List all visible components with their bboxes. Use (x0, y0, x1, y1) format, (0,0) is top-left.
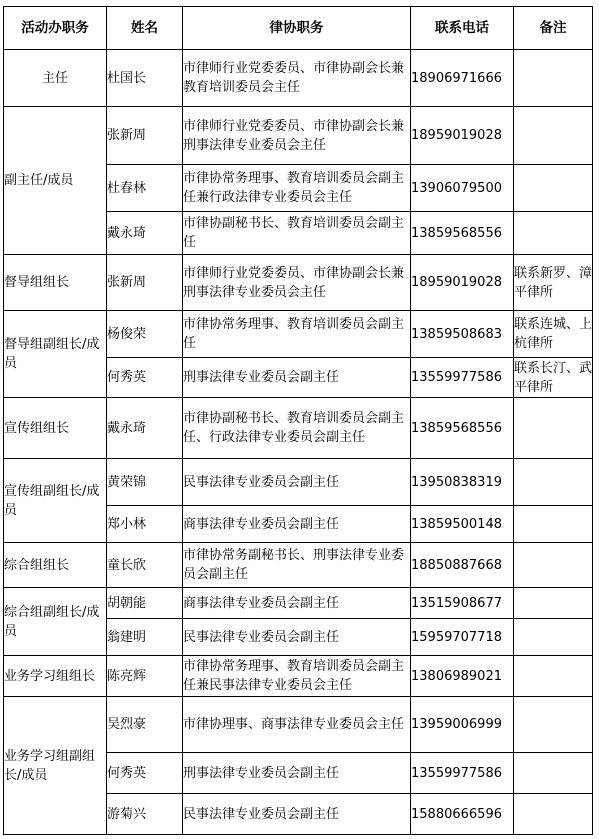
note-cell (514, 588, 593, 619)
phone-cell: 18850887668 (411, 543, 514, 588)
note-cell: 联系连城、上杭律所 (514, 311, 593, 358)
note-cell (514, 619, 593, 656)
table-row (4, 588, 593, 619)
table-row (4, 543, 593, 588)
note-cell (514, 50, 593, 107)
duty-cell: 市律协常务理事、教育培训委员会副主任兼民事法律专业委员会主任 (183, 656, 411, 697)
header-duty: 律协职务 (183, 7, 411, 50)
phone-cell: 18906971666 (411, 50, 514, 107)
table-row (4, 656, 593, 697)
note-cell (514, 543, 593, 588)
name-cell: 张新周 (107, 107, 183, 165)
roster-table (3, 6, 593, 835)
duty-cell: 刑事法律专业委员会副主任 (183, 358, 411, 398)
name-cell: 戴永琦 (107, 398, 183, 459)
note-cell (514, 506, 593, 543)
phone-cell: 18959019028 (411, 107, 514, 165)
note-cell (514, 794, 593, 835)
role-cell: 综合组组长 (4, 543, 107, 588)
name-cell: 杜国长 (107, 50, 183, 107)
duty-cell: 市律协常务理事、教育培训委员会副主任兼行政法律专业委员会主任 (183, 165, 411, 212)
role-cell: 督导组组长 (4, 255, 107, 311)
table-row (4, 255, 593, 311)
note-cell (514, 459, 593, 506)
duty-cell: 市律协常务理事、教育培训委员会副主任 (183, 311, 411, 358)
phone-cell: 15959707718 (411, 619, 514, 656)
duty-cell: 市律协副秘书长、教育培训委员会副主任、行政法律专业委员会副主任 (183, 398, 411, 459)
name-cell: 童长欣 (107, 543, 183, 588)
duty-cell: 市律协常务副秘书长、刑事法律专业委员会副主任 (183, 543, 411, 588)
note-cell (514, 165, 593, 212)
table-row (4, 697, 593, 753)
note-cell: 联系长汀、武平律所 (514, 358, 593, 398)
name-cell: 张新周 (107, 255, 183, 311)
phone-cell: 13559977586 (411, 753, 514, 794)
name-cell: 翁建明 (107, 619, 183, 656)
note-cell: 联系新罗、漳平律所 (514, 255, 593, 311)
note-cell (514, 398, 593, 459)
phone-cell: 13859500148 (411, 506, 514, 543)
duty-cell: 商事法律专业委员会副主任 (183, 588, 411, 619)
phone-cell: 13906079500 (411, 165, 514, 212)
note-cell (514, 107, 593, 165)
name-cell: 胡朝能 (107, 588, 183, 619)
phone-cell: 15880666596 (411, 794, 514, 835)
name-cell: 戴永琦 (107, 212, 183, 255)
table-row (4, 50, 593, 107)
table-row (4, 459, 593, 506)
duty-cell: 市律师行业党委委员、市律协副会长兼教育培训委员会主任 (183, 50, 411, 107)
duty-cell: 刑事法律专业委员会副主任 (183, 753, 411, 794)
header-row (4, 7, 593, 50)
header-note: 备注 (514, 7, 593, 50)
phone-cell: 13515908677 (411, 588, 514, 619)
role-cell: 宣传组副组长/成员 (4, 459, 107, 543)
note-cell (514, 753, 593, 794)
name-cell: 游菊兴 (107, 794, 183, 835)
phone-cell: 18959019028 (411, 255, 514, 311)
duty-cell: 市律师行业党委委员、市律协副会长兼刑事法律专业委员会主任 (183, 107, 411, 165)
phone-cell: 13859568556 (411, 212, 514, 255)
duty-cell: 市律协副秘书长、教育培训委员会副主任 (183, 212, 411, 255)
name-cell: 郑小林 (107, 506, 183, 543)
phone-cell: 13959006999 (411, 697, 514, 753)
duty-cell: 市律协理事、商事法律专业委员会主任 (183, 697, 411, 753)
duty-cell: 商事法律专业委员会副主任 (183, 506, 411, 543)
header-role: 活动办职务 (4, 7, 107, 50)
table-row (4, 398, 593, 459)
phone-cell: 13559977586 (411, 358, 514, 398)
name-cell: 何秀英 (107, 753, 183, 794)
role-cell: 副主任/成员 (4, 107, 107, 255)
duty-cell: 民事法律专业委员会副主任 (183, 794, 411, 835)
phone-cell: 13806989021 (411, 656, 514, 697)
duty-cell: 民事法律专业委员会副主任 (183, 459, 411, 506)
name-cell: 陈亮辉 (107, 656, 183, 697)
table-row (4, 311, 593, 358)
note-cell (514, 697, 593, 753)
name-cell: 吴烈豪 (107, 697, 183, 753)
header-phone: 联系电话 (411, 7, 514, 50)
phone-cell: 13859508683 (411, 311, 514, 358)
role-cell: 业务学习组组长 (4, 656, 107, 697)
note-cell (514, 212, 593, 255)
header-name: 姓名 (107, 7, 183, 50)
role-cell: 宣传组组长 (4, 398, 107, 459)
name-cell: 黄荣锦 (107, 459, 183, 506)
name-cell: 杨俊荣 (107, 311, 183, 358)
note-cell (514, 656, 593, 697)
name-cell: 杜春林 (107, 165, 183, 212)
duty-cell: 市律师行业党委委员、市律协副会长兼刑事法律专业委员会主任 (183, 255, 411, 311)
role-cell: 业务学习组副组长/成员 (4, 697, 107, 835)
duty-cell: 民事法律专业委员会副主任 (183, 619, 411, 656)
name-cell: 何秀英 (107, 358, 183, 398)
table-row (4, 107, 593, 165)
phone-cell: 13950838319 (411, 459, 514, 506)
phone-cell: 13859568556 (411, 398, 514, 459)
roster-body (4, 50, 593, 835)
role-cell: 综合组副组长/成员 (4, 588, 107, 656)
role-cell: 督导组副组长/成员 (4, 311, 107, 398)
role-cell: 主任 (4, 50, 107, 107)
